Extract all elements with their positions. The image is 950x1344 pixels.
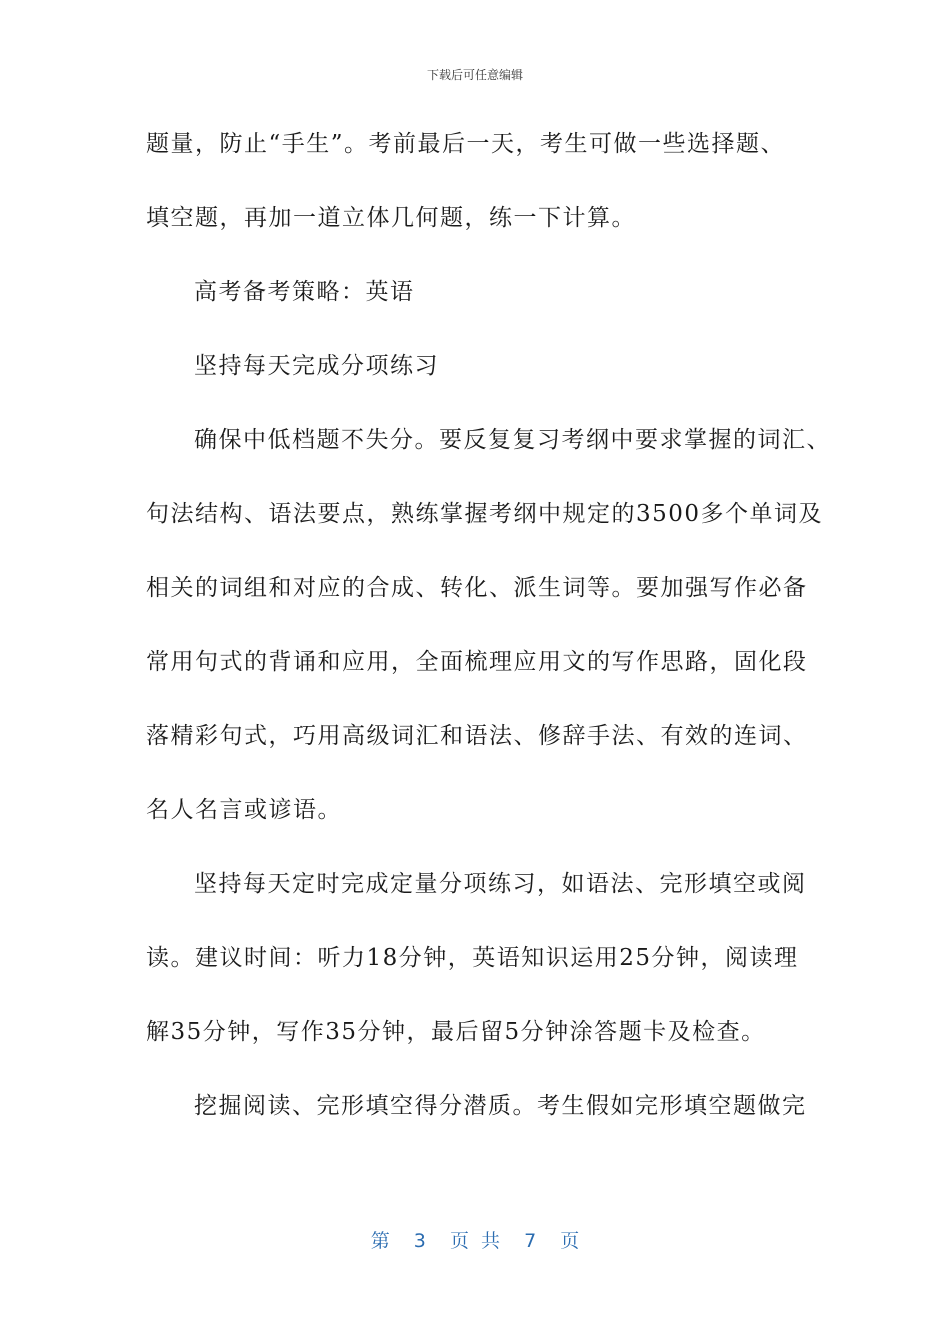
text-line: 句法结构、语法要点，熟练掌握考纲中规定的3500多个单词及 (146, 501, 824, 527)
text-line: 名人名言或谚语。 (146, 797, 342, 823)
text-line: 解35分钟，写作35分钟，最后留5分钟涂答题卡及检查。 (146, 1019, 766, 1045)
section-heading: 高考备考策略：英语 (194, 279, 415, 305)
text-line: 确保中低档题不失分。要反复复习考纲中要求掌握的词汇、 (194, 427, 831, 453)
subsection-heading: 坚持每天完成分项练习 (194, 353, 439, 379)
header-note: 下载后可任意编辑 (426, 68, 523, 82)
text-line: 填空题，再加一道立体几何题，练一下计算。 (146, 205, 636, 231)
text-line: 坚持每天定时完成定量分项练习，如语法、完形填空或阅 (194, 871, 807, 897)
text-line: 挖掘阅读、完形填空得分潜质。考生假如完形填空题做完 (194, 1093, 807, 1119)
text-line: 题量，防止“手生”。考前最后一天，考生可做一些选择题、 (146, 131, 786, 157)
page-number-label: 第 3 页 共 7 页 (370, 1230, 580, 1252)
document-body (146, 120, 831, 1156)
text-line: 读。建议时间：听力18分钟，英语知识运用25分钟，阅读理 (146, 945, 799, 971)
text-line: 相关的词组和对应的合成、转化、派生词等。要加强写作必备 (146, 575, 808, 601)
text-line: 常用句式的背诵和应用，全面梳理应用文的写作思路，固化段 (146, 649, 808, 675)
text-line: 落精彩句式，巧用高级词汇和语法、修辞手法、有效的连词、 (146, 723, 808, 749)
page-number-footer (0, 1226, 950, 1253)
